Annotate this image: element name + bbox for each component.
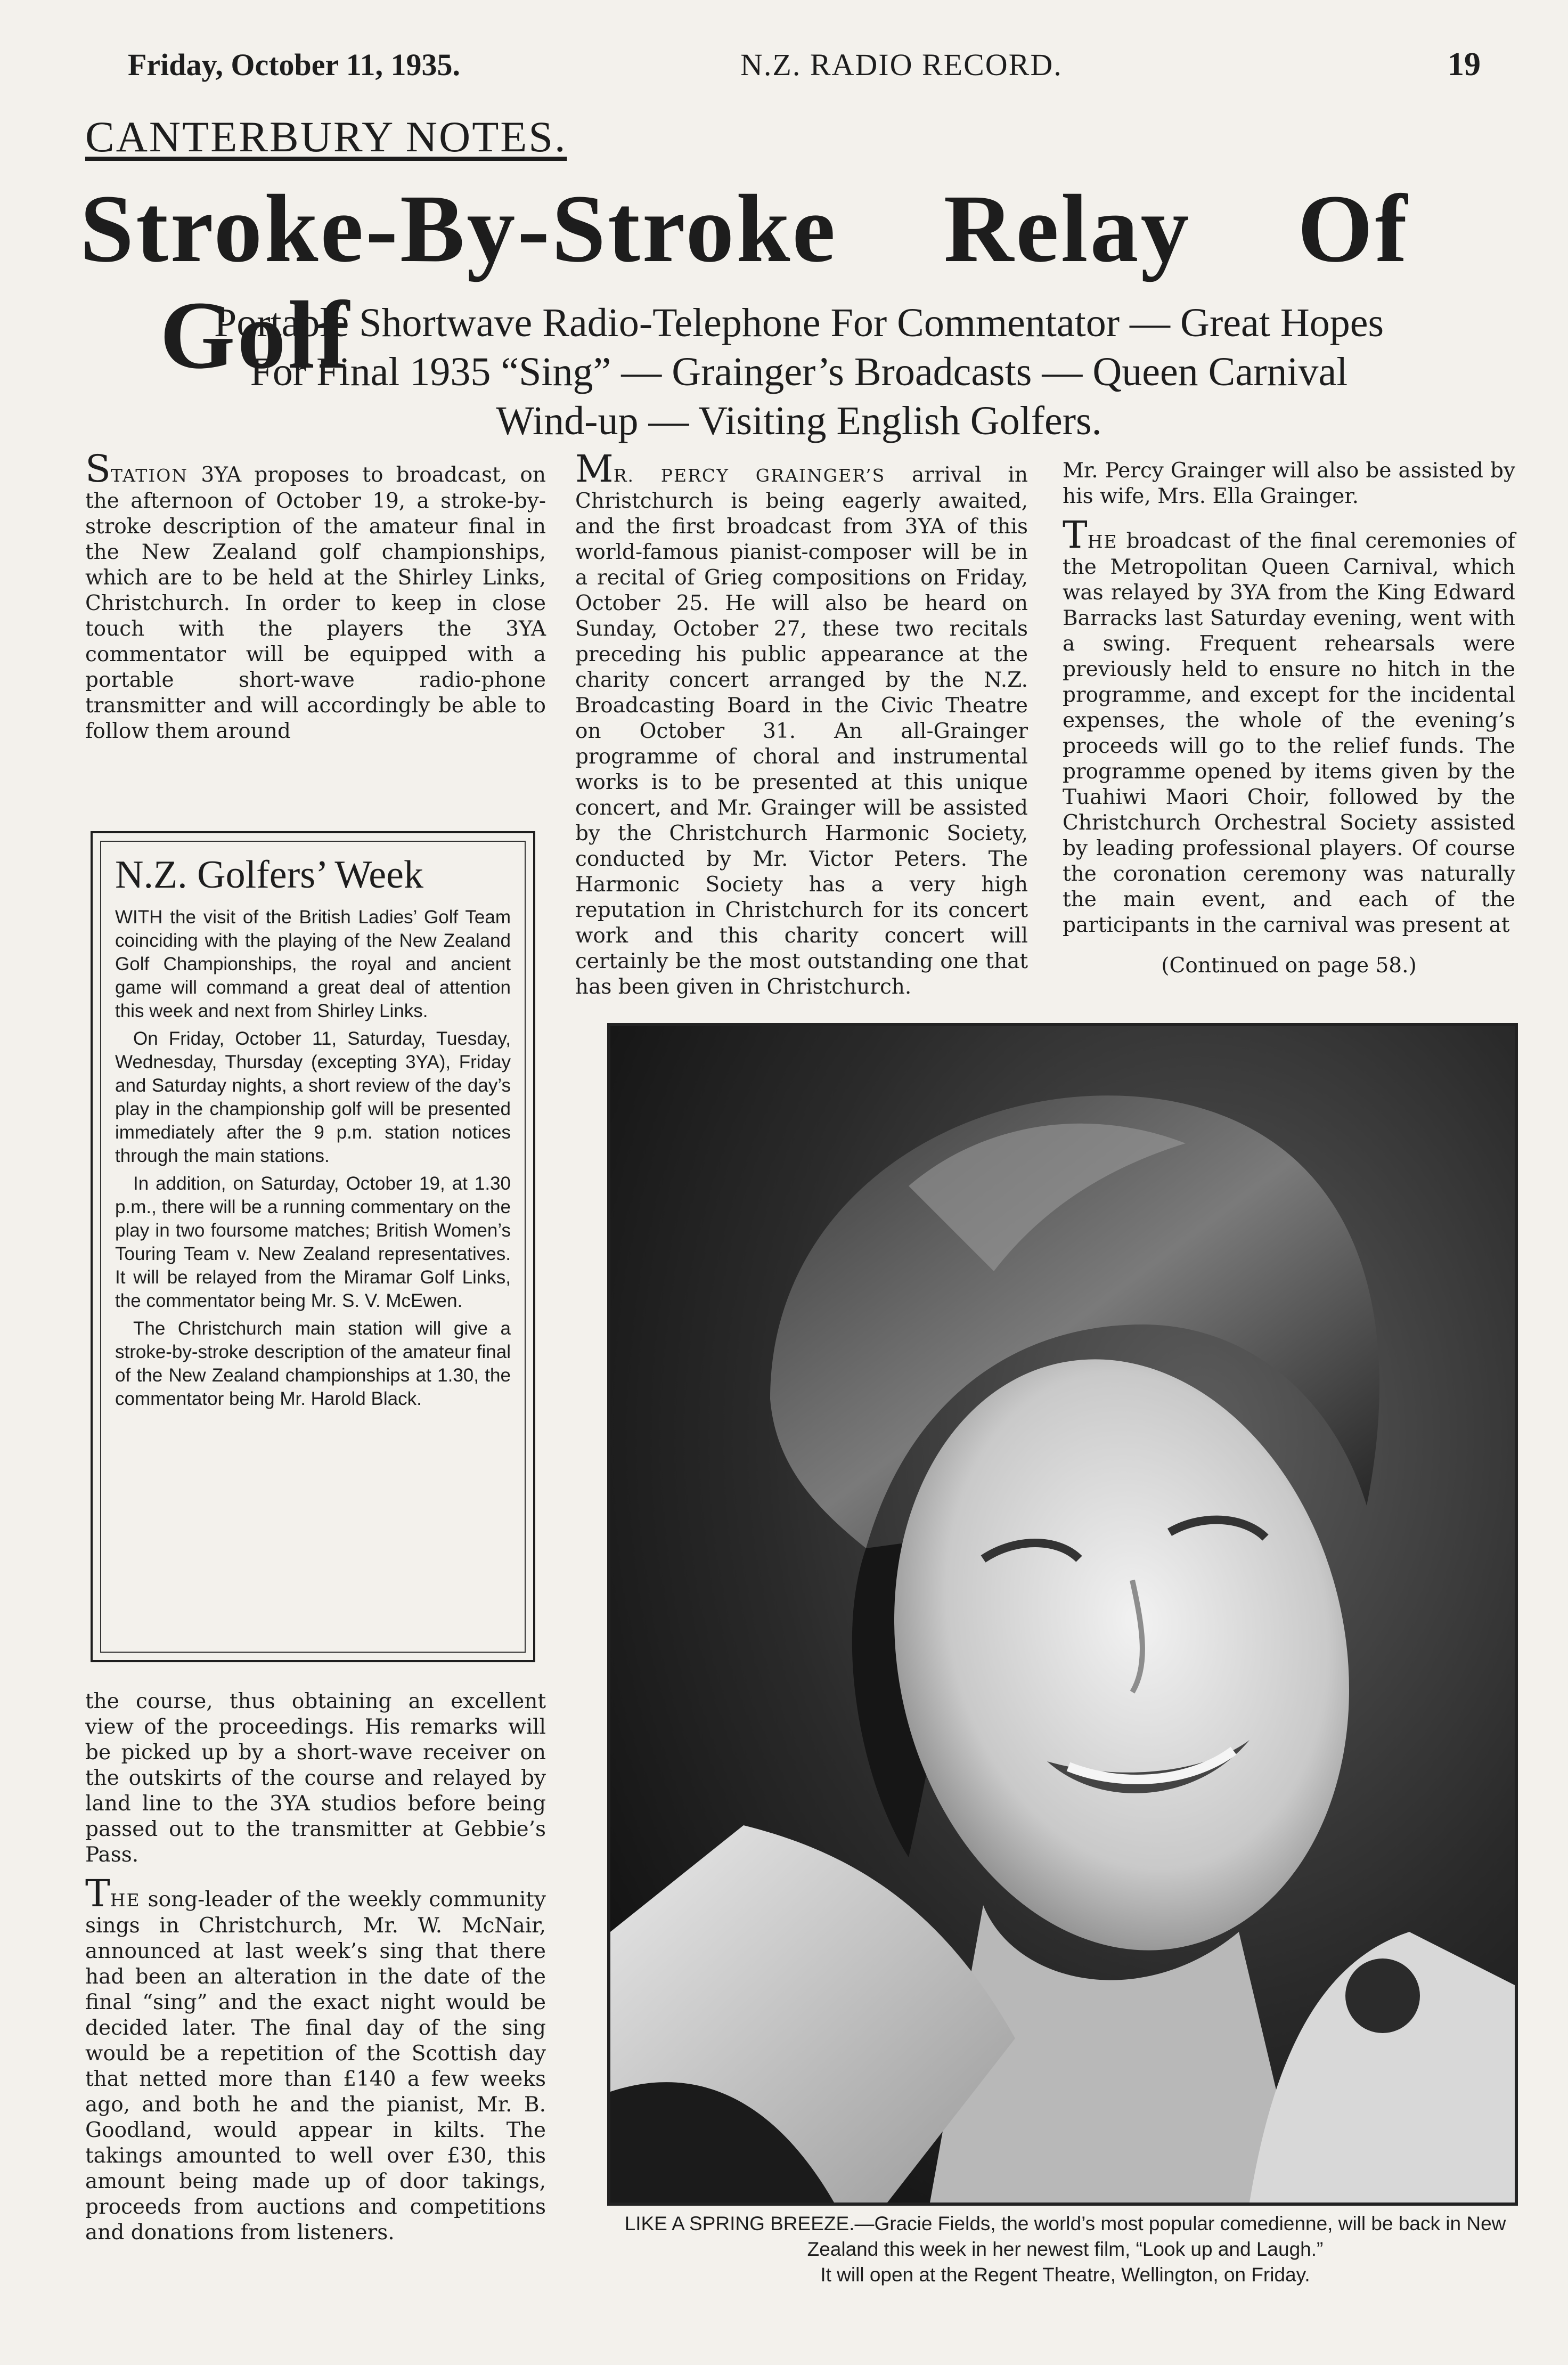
paragraph: the course, thus obtaining an excellent view of the proceedings. His remarks will be picked up by a short-wave receiver on the outskirts of the course and relayed by land line to the 3YA studios before being passed out to the transmitter at Gebbie’s Pass. xyxy=(85,1689,546,1867)
photo-caption xyxy=(612,2211,1518,2288)
paragraph xyxy=(85,447,546,744)
paragraph-text: 3YA proposes to broadcast, on the afternoon of October 19, a stroke-by-stroke description of the amateur final in the New Zealand golf championships, which are to be held at the Shirley Links, Christchurch. In order to keep in close touch with the players the 3YA commentator will be equipped with a portable short-wave radio-phone transmitter and will accordingly be able to follow them around xyxy=(85,463,546,743)
headline-word: Golf xyxy=(160,282,352,389)
headline-word: Stroke-By-Stroke xyxy=(80,175,838,282)
issue-date: Friday, October 11, 1935. xyxy=(128,47,461,82)
article-column-2 xyxy=(575,447,1028,1015)
drop-cap: T xyxy=(1063,513,1088,557)
continued-note: (Continued on page 58.) xyxy=(1161,954,1417,978)
section-label: CANTERBURY NOTES. xyxy=(85,112,567,161)
paragraph-text: song-leader of the weekly community sings in Christchurch, Mr. W. McNair, announced at last week’s sing that there had been an alteration in the date of the final “sing” and the exact night would be decided later. The final day of the sing would be a repetition of the Scottish day that netted more than £140 a few weeks ago, and both he and the pianist, Mr. B. Goodland, would appear in kilts. The takings amounted to well over £30, this amount being made up of door takings, proceeds from auctions and competitions and donations from listeners. xyxy=(85,1888,546,2245)
drop-cap: T xyxy=(85,1872,110,1915)
box-paragraph: In addition, on Saturday, October 19, at 1.30 p.m., there will be a running commentary on the play in two foursome matches; British Women’s Touring Team v. New Zealand representatives. It will be relayed from the Miramar Golf Links, the commentator being Mr. S. V. McEwen. xyxy=(115,1173,511,1311)
subheadline-line: Portable Shortwave Radio-Telephone For Commentator — Great Hopes xyxy=(214,300,1384,345)
golfers-week-box xyxy=(91,831,535,1662)
caption-text: It will open at the Regent Theatre, Wellington, on Friday. xyxy=(820,2264,1310,2286)
headline-word: Relay xyxy=(943,175,1191,282)
subheadline-line: For Final 1935 “Sing” — Grainger’s Broadcasts — Queen Carnival xyxy=(250,350,1348,394)
paragraph xyxy=(1063,513,1515,938)
portrait-photo xyxy=(607,1023,1518,2206)
paragraph-text: broadcast of the final ceremonies of the Metropolitan Queen Carnival, which was relayed by 3YA from the King Edward Barracks last Saturday evening, went with a swing. Frequent rehearsals were previously held to ensure no hitch in the programme, and except for the incidental expenses, the whole of the evening’s proceeds will go to the relief funds. The programme opened by items given by the Tuahiwi Maori Choir, followed by the Christchurch Orchestral Society assisted by leading professional players. Of course the coronation ceremony was naturally the main event, and each of the participants in the carnival was present at xyxy=(1063,529,1515,937)
drop-cap: S xyxy=(85,447,111,491)
box-paragraph: The Christchurch main station will give a stroke-by-stroke description of the amateur final of the New Zealand championships at 1.30, the commentator being Mr. Harold Black. xyxy=(115,1318,511,1409)
article-column-1-continued xyxy=(85,1689,546,2261)
publication-name: N.Z. RADIO RECORD. xyxy=(740,47,1063,82)
box-paragraph: On Friday, October 11, Saturday, Tuesday, Wednesday, Thursday (excepting 3YA), Friday and Saturday nights, a short review of the day’s play in the championship golf will be presented immediately after the 9 p.m. station notices through the main stations. xyxy=(115,1028,511,1166)
paragraph xyxy=(575,447,1028,1000)
lead-in: R. PERCY GRAINGER’S xyxy=(613,465,886,486)
paragraph xyxy=(85,1872,546,2246)
lead-in: HE xyxy=(110,1890,141,1911)
lead-in: HE xyxy=(1087,531,1118,552)
headline-word: Of xyxy=(1297,175,1410,282)
article-column-3 xyxy=(1063,458,1515,994)
page-number: 19 xyxy=(1448,46,1481,83)
subheadline-line: Wind-up — Visiting English Golfers. xyxy=(496,399,1102,443)
lead-in: TATION xyxy=(110,465,189,486)
drop-cap: M xyxy=(575,447,614,491)
caption-text: —Gracie Fields, the world’s most popular comedienne, will be back in New Zealand this week in her newest film, “Look up and Laugh.” xyxy=(807,2213,1506,2260)
paragraph: Mr. Percy Grainger will also be assisted by his wife, Mrs. Ella Grainger. xyxy=(1063,459,1515,508)
paragraph-text: arrival in Christchurch is being eagerly awaited, and the first broadcast from 3YA of this world-famous pianist-composer will be in a recital of Grieg compositions on Friday, October 25. He will also be heard on Sunday, October 27, these two recitals preceding his public appearance at the charity concert arranged by the N.Z. Broadcasting Board in the Civic Theatre on October 31. An all-Grainger programme of choral and instrumental works is to be presented at this unique concert, and Mr. Grainger will be assisted by the Christchurch Harmonic Society, conducted by Mr. Victor Peters. The Harmonic Society has a very high reputation in Christchurch for its concert work and this charity concert will certainly be the most outstanding one that has been given in Christchurch. xyxy=(575,463,1028,999)
box-title: N.Z. Golfers’ Week xyxy=(115,853,423,897)
caption-lead: LIKE A SPRING BREEZE. xyxy=(624,2213,855,2234)
box-paragraph: WITH the visit of the British Ladies’ Golf Team coinciding with the playing of the New Zealand Golf Championships, the royal and ancient game will command a great deal of attention this week and next from Shirley Links. xyxy=(115,907,511,1021)
subheadline xyxy=(96,298,1502,445)
portrait-illustration xyxy=(610,1026,1515,2203)
article-column-1 xyxy=(85,447,546,759)
page-header xyxy=(107,43,1502,91)
